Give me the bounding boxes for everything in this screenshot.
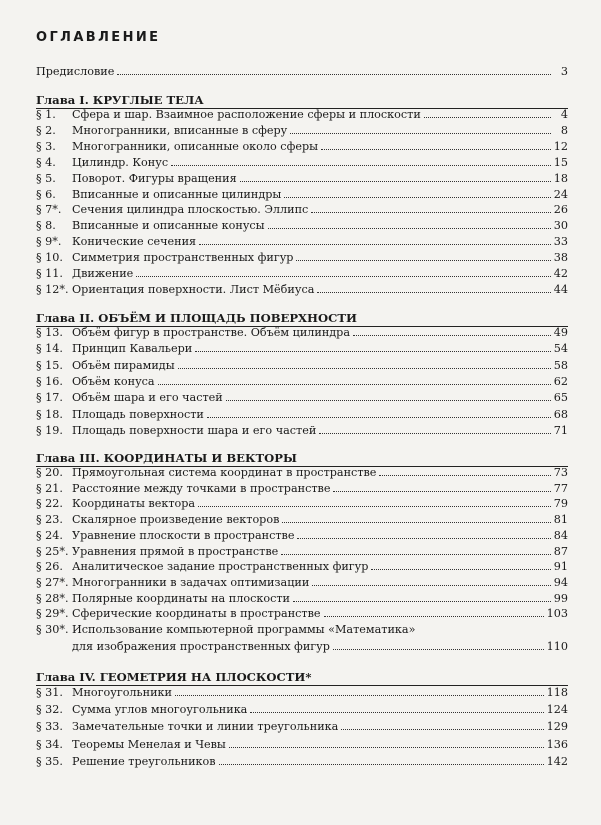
leader-dots [268, 228, 551, 229]
entry-title: Многогранники в задачах оптимизации [72, 575, 310, 589]
leader-dots [317, 292, 550, 293]
page-number: 87 [553, 544, 568, 558]
section-number: § 10. [36, 251, 63, 265]
toc-entry [36, 322, 568, 339]
toc-entry [36, 556, 568, 573]
section-number: § 12*. [36, 282, 69, 296]
toc-entry [36, 478, 568, 495]
section-number: § 28*. [36, 591, 69, 605]
entry-title: Ориентация поверхности. Лист Мёбиуса [72, 282, 315, 296]
section-number: § 26. [36, 560, 63, 574]
section-number: § 31. [36, 686, 63, 699]
leader-dots [136, 276, 550, 277]
toc-entry [36, 279, 568, 296]
page-number: 65 [553, 391, 568, 405]
leader-dots [158, 384, 551, 385]
chapter-heading: Глава II. ОБЪЁМ И ПЛОЩАДЬ ПОВЕРХНОСТИ [36, 311, 357, 325]
page-number: 54 [553, 342, 568, 356]
toc-entry [36, 371, 568, 388]
leader-dots [371, 569, 550, 570]
entry-title: Многогранники, описанные около сферы [72, 139, 319, 153]
chapter-heading: Глава I. КРУГЛЫЕ ТЕЛА [36, 93, 204, 107]
entry-title: Прямоугольная система координат в пространстве [72, 466, 377, 479]
page-number: 79 [553, 497, 568, 511]
toc-entry [36, 751, 568, 768]
leader-dots [284, 197, 550, 198]
toc-entry [36, 404, 568, 421]
entry-title: Многогранники, вписанные в сферу [72, 123, 288, 137]
entry-title: Теоремы Менелая и Чевы [72, 737, 226, 751]
page-number: 94 [553, 575, 568, 589]
toc-entry-continuation [36, 636, 568, 653]
entry-title: Аналитическое задание пространственных фигур [72, 560, 369, 574]
section-number: § 18. [36, 407, 63, 421]
toc-entry [36, 603, 568, 620]
toc-entry [36, 247, 568, 264]
toc-entry [36, 231, 568, 248]
page-number: 103 [546, 607, 568, 621]
entry-title: Конические сечения [72, 235, 197, 249]
entry-title: Вписанные и описанные конусы [72, 219, 265, 233]
entry-title: Координаты вектора [72, 497, 196, 511]
leader-dots [219, 764, 544, 765]
toc-entry [36, 263, 568, 280]
leader-dots [207, 417, 551, 418]
leader-dots [341, 729, 543, 730]
page-number: 62 [553, 374, 568, 388]
section-number: § 4. [36, 155, 56, 169]
page-number: 110 [546, 640, 568, 653]
section-number: § 8. [36, 219, 56, 233]
section-number: § 16. [36, 374, 63, 388]
leader-dots [199, 244, 551, 245]
section-number: § 27*. [36, 575, 69, 589]
leader-dots [333, 491, 550, 492]
leader-dots [424, 117, 551, 118]
section-number: § 24. [36, 528, 63, 542]
section-number: § 20. [36, 466, 63, 479]
entry-title-line2: для изображения пространственных фигур [72, 640, 330, 653]
toc-entry [36, 184, 568, 201]
page-number: 15 [553, 155, 568, 169]
entry-title: Замечательные точки и линии треугольника [72, 720, 339, 734]
toc-entry [36, 152, 568, 169]
section-number: § 7*. [36, 203, 62, 217]
leader-dots [293, 601, 551, 602]
page-number: 49 [553, 326, 568, 339]
leader-dots [117, 74, 551, 75]
leader-dots [312, 585, 550, 586]
section-number: § 13. [36, 326, 63, 339]
toc-entry [36, 104, 568, 121]
leader-dots [250, 712, 543, 713]
page-number: 129 [546, 720, 568, 734]
toc-entry [36, 734, 568, 751]
entry-title: Объём фигур в пространстве. Объём цилиндра [72, 326, 351, 339]
page-number: 24 [553, 187, 568, 201]
page-number: 12 [553, 139, 568, 153]
toc-entry [36, 215, 568, 232]
section-number: § 14. [36, 342, 63, 356]
page-number: 18 [553, 171, 568, 185]
leader-dots [311, 212, 550, 213]
entry-title: Сумма углов многоугольника [72, 703, 248, 717]
toc-entry [36, 619, 568, 636]
section-number: § 15. [36, 358, 63, 372]
toc-entry [36, 682, 568, 699]
toc-entry [36, 387, 568, 404]
leader-dots [324, 616, 544, 617]
toc-entry [36, 462, 568, 479]
leader-dots [333, 649, 544, 650]
page-number: 136 [546, 737, 568, 751]
page-number: 68 [553, 407, 568, 421]
section-number: § 34. [36, 737, 63, 751]
leader-dots [282, 522, 550, 523]
toc-entry [36, 716, 568, 733]
leader-dots [175, 695, 544, 696]
entry-title: Принцип Кавальери [72, 342, 193, 356]
toc-entry [36, 168, 568, 185]
section-number: § 1. [36, 108, 56, 121]
toc-entry [36, 420, 568, 437]
section-number: § 17. [36, 391, 63, 405]
entry-title: Полярные координаты на плоскости [72, 591, 290, 605]
entry-title: Предисловие [36, 65, 115, 78]
entry-title: Движение [72, 267, 134, 280]
page-number: 91 [553, 560, 568, 574]
page-number: 124 [546, 703, 568, 717]
leader-dots [240, 181, 551, 182]
section-number: § 33. [36, 720, 63, 734]
entry-title: Площадь поверхности шара и его частей [72, 423, 317, 437]
leader-dots [281, 554, 550, 555]
page-number: 30 [553, 219, 568, 233]
section-number: § 2. [36, 123, 56, 137]
leader-dots [290, 133, 551, 134]
entry-title: Уравнения прямой в пространстве [72, 544, 279, 558]
section-number: § 29*. [36, 607, 69, 621]
entry-title: Цилиндр. Конус [72, 155, 169, 169]
section-number: § 6. [36, 187, 56, 201]
section-number: § 9*. [36, 235, 62, 249]
leader-dots [296, 260, 550, 261]
leader-dots [319, 433, 550, 434]
page-number: 77 [553, 481, 568, 495]
toc-entry [36, 199, 568, 216]
entry-title: Площадь поверхности [72, 407, 204, 421]
entry-title: Использование компьютерной программы «Математика» [72, 623, 416, 636]
entry-title: Решение треугольников [72, 754, 216, 768]
entry-title: Объём конуса [72, 374, 155, 388]
page-number: 81 [553, 513, 568, 527]
preface-row [36, 61, 568, 78]
leader-dots [178, 368, 551, 369]
section-number: § 19. [36, 423, 63, 437]
page-number: 38 [553, 251, 568, 265]
chapter-heading: Глава IV. ГЕОМЕТРИЯ НА ПЛОСКОСТИ* [36, 670, 312, 684]
section-number: § 32. [36, 703, 63, 717]
entry-title: Расстояние между точками в пространстве [72, 481, 331, 495]
leader-dots [171, 165, 551, 166]
entry-title: Объём шара и его частей [72, 391, 223, 405]
section-number: § 5. [36, 171, 56, 185]
page-number: 99 [553, 591, 568, 605]
leader-dots [198, 506, 551, 507]
chapter-heading: Глава III. КООРДИНАТЫ И ВЕКТОРЫ [36, 451, 297, 465]
page-number: 58 [553, 358, 568, 372]
entry-title: Сферические координаты в пространстве [72, 607, 321, 621]
toc-entry [36, 588, 568, 605]
leader-dots [379, 475, 550, 476]
entry-title: Скалярное произведение векторов [72, 513, 280, 527]
entry-title: Поворот. Фигуры вращения [72, 171, 237, 185]
section-number: § 35. [36, 754, 63, 768]
page-number: 42 [553, 267, 568, 280]
page-number: 3 [560, 65, 568, 78]
section-number: § 22. [36, 497, 63, 511]
leader-dots [353, 335, 551, 336]
leader-dots [297, 538, 550, 539]
toc-entry [36, 136, 568, 153]
entry-title: Вписанные и описанные цилиндры [72, 187, 282, 201]
entry-title: Многоугольники [72, 686, 172, 699]
leader-dots [321, 149, 551, 150]
entry-title: Объём пирамиды [72, 358, 175, 372]
toc-entry [36, 525, 568, 542]
leader-dots [229, 747, 544, 748]
section-number: § 21. [36, 481, 63, 495]
page-number: 118 [546, 686, 568, 699]
page-number: 84 [553, 528, 568, 542]
toc-entry [36, 120, 568, 137]
toc-entry [36, 541, 568, 558]
page-number: 142 [546, 754, 568, 768]
toc-entry [36, 493, 568, 510]
toc-entry [36, 509, 568, 526]
leader-dots [195, 351, 551, 352]
toc-title: ОГЛАВЛЕНИЕ [36, 30, 161, 45]
toc-entry [36, 699, 568, 716]
page-number: 4 [560, 108, 568, 121]
page-number: 73 [553, 466, 568, 479]
toc-entry [36, 572, 568, 589]
entry-title: Сечения цилиндра плоскостью. Эллипс [72, 203, 309, 217]
entry-title: Уравнение плоскости в пространстве [72, 528, 295, 542]
leader-dots [226, 400, 551, 401]
page-number: 71 [553, 423, 568, 437]
toc-entry [36, 355, 568, 372]
entry-title: Сфера и шар. Взаимное расположение сферы и плоскости [72, 108, 421, 121]
page-number: 44 [553, 282, 568, 296]
page-number: 8 [560, 123, 568, 137]
section-number: § 3. [36, 139, 56, 153]
toc-entry [36, 338, 568, 355]
page-number: 33 [553, 235, 568, 249]
section-number: § 23. [36, 513, 63, 527]
section-number: § 25*. [36, 544, 69, 558]
section-number: § 11. [36, 267, 63, 280]
entry-title: Симметрия пространственных фигур [72, 251, 294, 265]
page-number: 26 [553, 203, 568, 217]
section-number: § 30*. [36, 623, 69, 636]
